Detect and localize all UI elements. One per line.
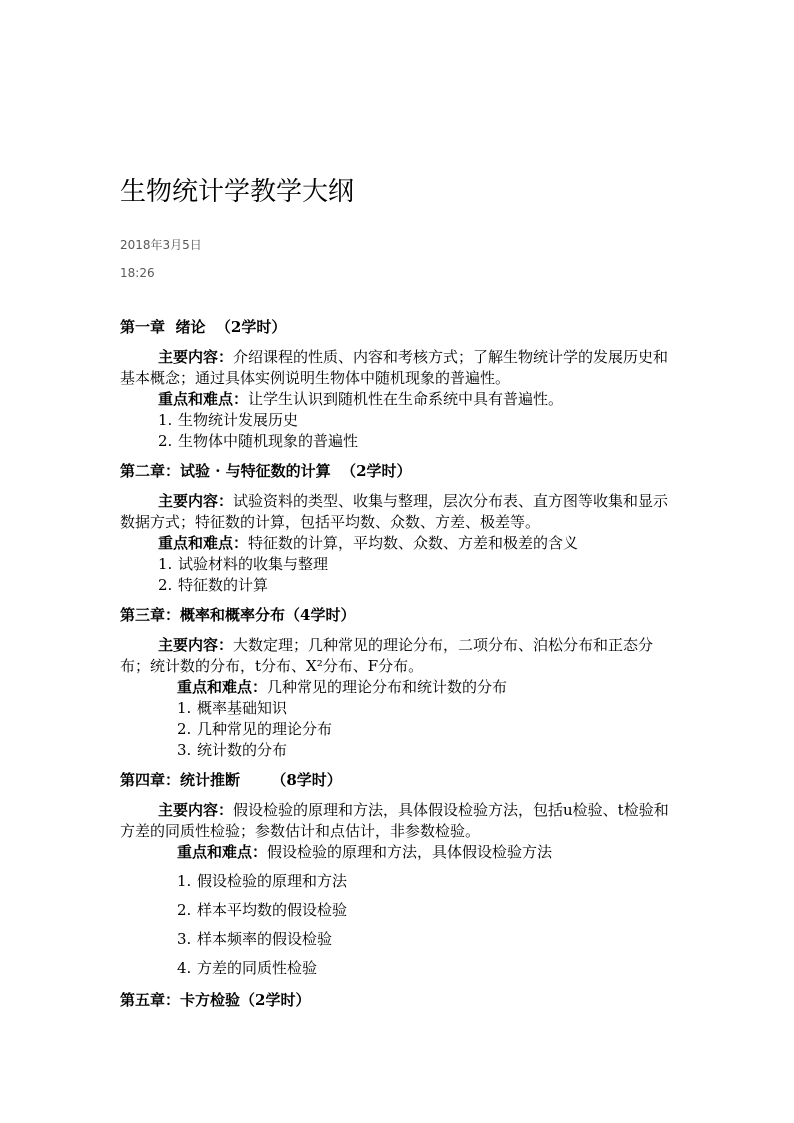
key-points-text: 假设检验的原理和方法，具体假设检验方法 <box>267 843 553 861</box>
key-points-paragraph <box>120 389 680 410</box>
key-points-label: 重点和难点： <box>177 843 268 861</box>
list-item-text: 假设检验的原理和方法 <box>197 872 348 890</box>
list-item <box>177 740 680 761</box>
list-number: 2. <box>158 432 173 450</box>
main-content-paragraph <box>120 491 680 533</box>
key-points-text: 几种常见的理论分布和统计数的分布 <box>267 678 508 696</box>
chapter-heading: 第一章 绪论 （2学时） <box>120 318 287 336</box>
list-item <box>177 896 680 925</box>
list-number: 3. <box>177 930 192 948</box>
main-content-label: 主要内容： <box>158 636 234 654</box>
topic-list <box>120 698 680 761</box>
chapter-heading: 第四章：统计推断 （8学时） <box>120 771 342 789</box>
topic-list <box>120 554 680 596</box>
list-item-text: 试验材料的收集与整理 <box>178 555 329 573</box>
list-number: 1. <box>158 411 173 429</box>
list-item <box>177 925 680 954</box>
topic-list <box>120 867 680 983</box>
list-item-text: 样本平均数的假设检验 <box>197 901 348 919</box>
main-content-text: 介绍课程的性质、内容和考核方式；了解生物统计学的发展历史和基本概念；通过具体实例说明生物体中随机现象的普遍性。 <box>120 348 669 387</box>
key-points-text: 让学生认识到随机性在生命系统中具有普遍性。 <box>248 390 564 408</box>
list-item <box>158 431 680 452</box>
created-time: 18:26 <box>120 266 155 280</box>
list-number: 4. <box>177 959 192 977</box>
main-content-label: 主要内容： <box>158 492 234 510</box>
list-item <box>158 554 680 575</box>
list-item <box>177 698 680 719</box>
main-content-text: 假设检验的原理和方法，具体假设检验方法，包括u检验、t检验和方差的同质性检验；参数估计和点估计，非参数检验。 <box>120 801 669 840</box>
list-item-text: 生物体中随机现象的普遍性 <box>178 432 359 450</box>
list-item-text: 样本频率的假设检验 <box>197 930 333 948</box>
chapter-heading: 第三章：概率和概率分布（4学时） <box>120 606 356 624</box>
list-number: 2. <box>158 576 173 594</box>
main-content-text: 大数定理；几种常见的理论分布，二项分布、泊松分布和正态分布；统计数的分布，t分布、X²分布、F分布。 <box>120 636 654 675</box>
list-item-text: 特征数的计算 <box>178 576 269 594</box>
main-content-paragraph <box>120 800 680 842</box>
key-points-label: 重点和难点： <box>158 390 249 408</box>
list-item-text: 统计数的分布 <box>197 741 288 759</box>
chapter-heading: 第二章：试验 · 与特征数的计算 （2学时） <box>120 462 412 480</box>
list-item-text: 生物统计发展历史 <box>178 411 299 429</box>
main-content-label: 主要内容： <box>158 348 234 366</box>
list-item <box>177 954 680 983</box>
created-date: 2018年3月5日 <box>120 238 202 252</box>
list-number: 2. <box>177 720 192 738</box>
list-number: 1. <box>158 555 173 573</box>
list-item <box>158 410 680 431</box>
main-content-text: 试验资料的类型、收集与整理，层次分布表、直方图等收集和显示数据方式；特征数的计算，包括平均数、众数、方差、极差等。 <box>120 492 669 531</box>
topic-list <box>120 410 680 452</box>
main-content-label: 主要内容： <box>158 801 234 819</box>
list-item <box>158 575 680 596</box>
key-points-label: 重点和难点： <box>158 534 249 552</box>
main-content-paragraph <box>120 347 680 389</box>
key-points-paragraph <box>120 533 680 554</box>
chapter-heading: 第五章：卡方检验（2学时） <box>120 991 311 1009</box>
list-item-text: 概率基础知识 <box>197 699 288 717</box>
list-item <box>177 719 680 740</box>
list-item-text: 几种常见的理论分布 <box>197 720 333 738</box>
key-points-label: 重点和难点： <box>177 678 268 696</box>
page-title: 生物统计学教学大纲 <box>120 177 355 207</box>
main-content-paragraph <box>120 635 680 677</box>
key-points-paragraph <box>120 842 680 863</box>
key-points-text: 特征数的计算，平均数、众数、方差和极差的含义 <box>248 534 579 552</box>
list-item <box>177 867 680 896</box>
list-number: 1. <box>177 699 192 717</box>
syllabus-body <box>120 313 680 1020</box>
key-points-paragraph <box>120 677 680 698</box>
list-item-text: 方差的同质性检验 <box>197 959 318 977</box>
list-number: 2. <box>177 901 192 919</box>
list-number: 1. <box>177 872 192 890</box>
list-number: 3. <box>177 741 192 759</box>
